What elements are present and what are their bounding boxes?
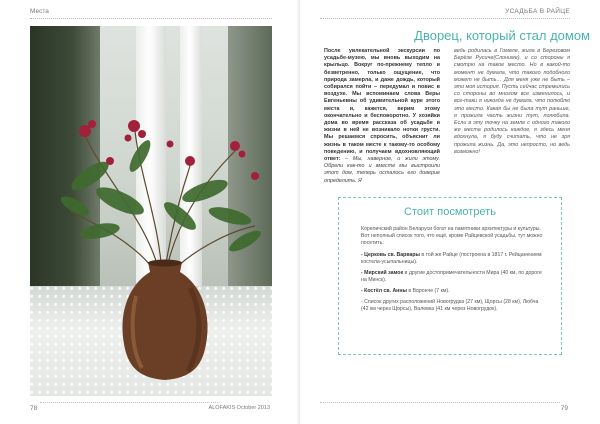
list-item-text: - Список других расположений Новогрудка (27 км), Щорсы (28 км), Любча (42 км через Щорсы), Валевка (41 км через Новогрудок).: [361, 299, 539, 313]
vase-illustration: [30, 26, 272, 396]
list-item: [361, 252, 543, 266]
sidebar-title: Стоит посмотреть: [404, 206, 496, 218]
footer-rule: [320, 402, 560, 403]
list-item-text: в той же Райце (построена в 1817 г. Рейцанением костела-усыпальницы).: [361, 252, 542, 265]
sidebar-list: [361, 252, 543, 318]
list-item: [361, 270, 543, 284]
sidebar-intro: Кореличский район Беларуси богат на памятники архитектуры и культуры. Вот неполный список того, что ещё, кроме Райцевской усадьбы, тут можно посетить:: [361, 226, 543, 246]
publication-info: ALOFAKIS October 2013: [208, 405, 270, 411]
list-item-text: в Воронче (7 км).: [406, 288, 450, 295]
list-item: [361, 299, 543, 313]
section-label: Места: [30, 8, 49, 15]
page-number: 78: [30, 405, 38, 412]
list-item-lead: - Мирский замок: [361, 270, 404, 277]
article-column-left: [324, 48, 440, 185]
list-item-lead: - Костёл св. Анны: [361, 288, 407, 295]
list-item-lead: - Церковь св. Варвары: [361, 252, 420, 258]
article-body: После увлекательной экскурсии по усадьбе-музею, мы вновь выходим на крыльцо. Вокруг по-прежнему тепло и безветренно, только ощущение, что природа замерла, и даже дождь, который собирался пойти – передумал и повис в воздухе. Мы вспоминаем слова Веры Евгеньевны об удивительной ауре этого места и, кажется, верим этому окончательно и бесповоротно. У хозяйки дома во время рассказа об усадьбе и жизни в ней не возникало нотки грусти. Мы решаемся спросить, объяснит ли жизнь в таком месте к такому-то особому поведению, и получаем вдохновляющий ответ:: [324, 48, 440, 163]
footer-rule: [40, 402, 218, 403]
section-label: УСАДЬБА В РАЙЦЕ: [505, 8, 570, 15]
right-page: [300, 0, 600, 424]
header-rule: [30, 18, 272, 19]
list-item: [361, 288, 543, 295]
header-rule: [320, 18, 570, 19]
photo-vase-with-flowers: [30, 26, 272, 396]
page-number: 79: [560, 405, 568, 412]
list-item-text: и другие достопримечательности Мира (40 км, по дороге на Минск).: [361, 270, 542, 283]
article-column-right: ведь родилась в Гомеле, жила в Березовом Берёзе Русиче(Слониме), и со стороны я смотрю на такое место. Но в какой-то момент не думала, что такого подобного может не быть… Для меня уже не быть – это моя история. Пусть сейчас стремились со стороны во многом все изменилось, и все-таки я никогда не думала, что полюблю это место. Какая бы не была тут раньше, я прожила часть жизни тут, полюбила. Если в эту точку на земле с одного такого же места родилось каждое, я здесь меня вдохнула, я буду считать, что не зря прожила жизнь. Да, это непросто, но ведь возможно!: [454, 48, 570, 155]
sidebar-box: [338, 197, 562, 355]
article-title: Дворец, который стал домом: [414, 28, 590, 43]
article-quote: – Мы, наверное, и жили этому. Обрели как-то и вместе мы выстроили этот дом, теперь осталось его доверие определить. Я: [324, 156, 440, 184]
